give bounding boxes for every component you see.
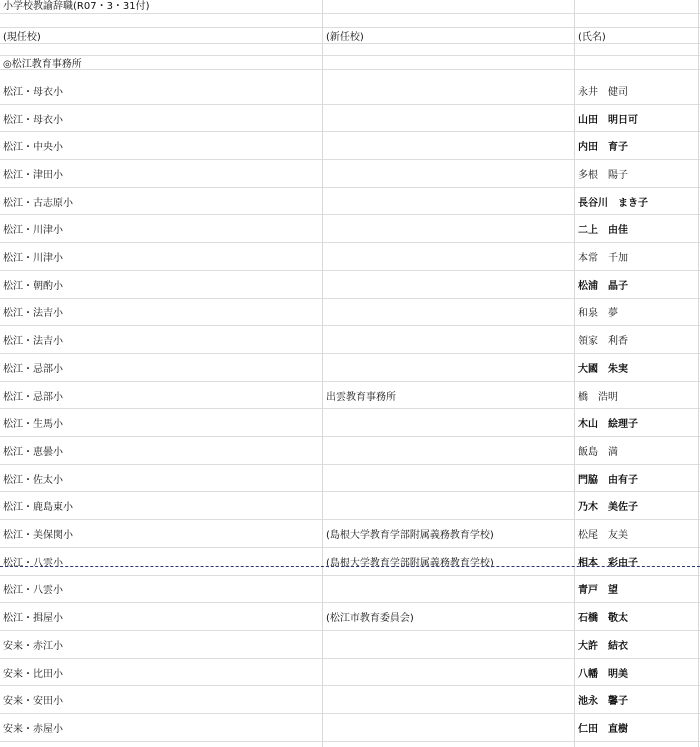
current-school-cell: 松江・忌部小 (3, 363, 63, 375)
name-cell: 八幡 明美 (578, 668, 628, 680)
new-school-cell (326, 326, 570, 353)
new-school-cell (326, 576, 570, 603)
header-new-school: (新任校) (326, 32, 364, 43)
name-cell: 大許 結衣 (578, 640, 628, 652)
table-row (0, 603, 700, 631)
new-school-cell (326, 188, 570, 215)
new-school-cell (326, 631, 570, 658)
name-cell: 本常 千加 (578, 253, 628, 265)
name-cell: 長谷川 まき子 (578, 197, 648, 209)
current-school-cell: 松江・生馬小 (3, 419, 63, 431)
table-row (0, 409, 700, 437)
name-cell: 石橋 敬太 (578, 613, 628, 625)
table-row (0, 686, 700, 714)
current-school-cell: 安来・赤江小 (3, 640, 63, 652)
name-cell: 橋 浩明 (578, 391, 618, 403)
name-cell: 永井 健司 (578, 86, 628, 98)
header-name: (氏名) (578, 32, 606, 43)
header-row (0, 28, 700, 44)
new-school-cell (326, 243, 570, 270)
page-break-line (0, 566, 700, 567)
new-school-cell (326, 160, 570, 187)
table-row (0, 299, 700, 327)
name-cell: 内田 育子 (578, 142, 628, 154)
new-school-cell (326, 105, 570, 132)
current-school-cell: 松江・忌部小 (3, 391, 63, 403)
current-school-cell: 松江・恵曇小 (3, 446, 63, 458)
current-school-cell: 松江・佐太小 (3, 474, 63, 486)
current-school-cell: 松江・母衣小 (3, 114, 63, 126)
new-school-cell: (島根大学教育学部附属義務教育学校) (326, 557, 494, 569)
name-cell: 仁田 直樹 (578, 723, 628, 735)
name-cell: 飯島 満 (578, 446, 618, 458)
name-cell: 青戸 望 (578, 585, 618, 597)
blank-row (0, 44, 700, 56)
table-row (0, 382, 700, 410)
name-cell: 木山 絵理子 (578, 419, 638, 431)
table-row (0, 216, 700, 244)
table-row (0, 465, 700, 493)
table-row (0, 659, 700, 687)
current-school-cell: 安来・安田小 (3, 696, 63, 708)
new-school-cell (326, 686, 570, 713)
new-school-cell: 出雲教育事務所 (326, 391, 396, 403)
title-row (0, 0, 700, 14)
current-school-cell: 松江・古志原小 (3, 197, 73, 209)
current-school-cell: 松江・母衣小 (3, 86, 63, 98)
current-school-cell: 松江・朝酌小 (3, 280, 63, 292)
blank-row (0, 14, 700, 28)
table-row (0, 631, 700, 659)
name-cell: 松尾 友美 (578, 530, 628, 542)
current-school-cell: 松江・揖屋小 (3, 613, 63, 625)
new-school-cell (326, 77, 570, 104)
table-row (0, 271, 700, 299)
table-row (0, 714, 700, 742)
name-cell: 和泉 夢 (578, 308, 618, 320)
section-label: ◎松江教育事務所 (3, 59, 82, 69)
current-school-cell: 松江・川津小 (3, 225, 63, 237)
new-school-cell (326, 216, 570, 243)
table-row (0, 105, 700, 133)
new-school-cell (326, 714, 570, 741)
new-school-cell (326, 493, 570, 520)
section-row (0, 56, 700, 70)
current-school-cell: 松江・法吉小 (3, 336, 63, 348)
new-school-cell (326, 659, 570, 686)
table-row (0, 326, 700, 354)
name-cell: 池永 馨子 (578, 696, 628, 708)
table-row (0, 437, 700, 465)
current-school-cell: 松江・美保関小 (3, 530, 73, 542)
sheet-title: 小学校教諭辞職(R07・3・31付) (3, 1, 150, 12)
table-row (0, 354, 700, 382)
name-cell: 多根 陽子 (578, 169, 628, 181)
table-row (0, 132, 700, 160)
new-school-cell (326, 132, 570, 159)
new-school-cell (326, 271, 570, 298)
table-row (0, 548, 700, 576)
new-school-cell: (島根大学教育学部附属義務教育学校) (326, 530, 494, 542)
current-school-cell: 安来・比田小 (3, 668, 63, 680)
table-row (0, 520, 700, 548)
name-cell: 大國 朱実 (578, 363, 628, 375)
table-row (0, 243, 700, 271)
new-school-cell: (松江市教育委員会) (326, 613, 414, 625)
new-school-cell (326, 299, 570, 326)
current-school-cell: 松江・鹿島東小 (3, 502, 73, 514)
current-school-cell: 松江・川津小 (3, 253, 63, 265)
new-school-cell (326, 465, 570, 492)
table-row (0, 493, 700, 521)
current-school-cell: 松江・八雲小 (3, 557, 63, 569)
name-cell: 二上 由佳 (578, 225, 628, 237)
name-cell: 山田 明日可 (578, 114, 638, 126)
current-school-cell: 安来・赤屋小 (3, 723, 63, 735)
table-row (0, 160, 700, 188)
new-school-cell (326, 409, 570, 436)
table-row (0, 188, 700, 216)
new-school-cell (326, 354, 570, 381)
new-school-cell (326, 437, 570, 464)
name-cell: 相本 彩由子 (578, 557, 638, 569)
current-school-cell: 松江・中央小 (3, 142, 63, 154)
table-row (0, 77, 700, 105)
name-cell: 乃木 美佐子 (578, 502, 638, 514)
current-school-cell: 松江・津田小 (3, 169, 63, 181)
current-school-cell: 松江・法吉小 (3, 308, 63, 320)
header-current-school: (現任校) (3, 32, 41, 43)
table-row (0, 576, 700, 604)
name-cell: 門脇 由有子 (578, 474, 638, 486)
name-cell: 領家 利香 (578, 336, 628, 348)
name-cell: 松浦 晶子 (578, 280, 628, 292)
current-school-cell: 松江・八雲小 (3, 585, 63, 597)
